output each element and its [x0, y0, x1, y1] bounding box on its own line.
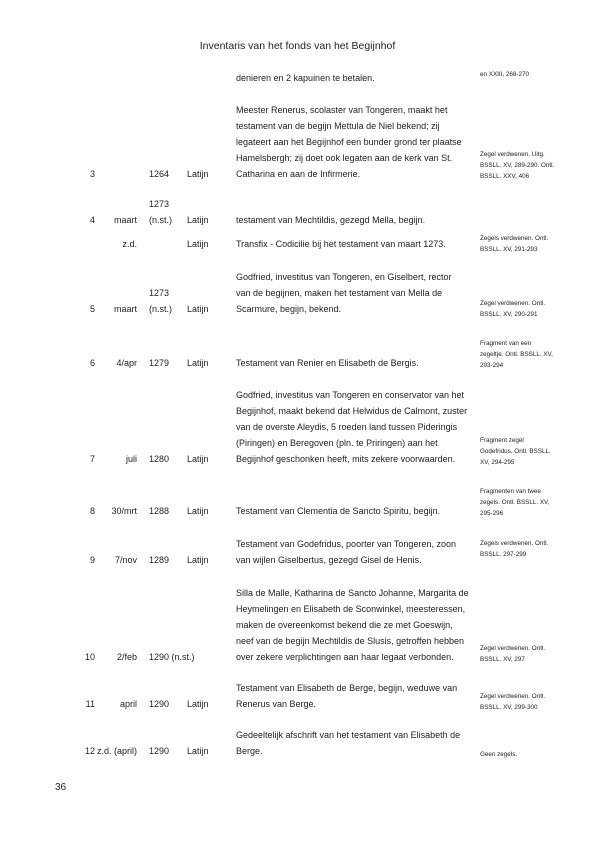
note-line: Zegel verdwenen. Uitg.: [480, 151, 545, 158]
entry-number: 8: [89, 506, 95, 516]
entry-date: 2/feb: [116, 652, 137, 662]
description-line: Hamelsbergh; zij doet ook legaten aan de kerk van St.: [236, 153, 453, 163]
note-line: BSSLL. XV, 291-293: [480, 246, 538, 253]
note-line: en XXIII, 268-270: [480, 71, 530, 78]
note-line: BSSLL. 297-299: [480, 551, 527, 558]
entry-date: juli: [125, 454, 137, 464]
note-line: BSSLL. XV, 297: [480, 656, 525, 663]
entry-date: z.d. (april): [96, 746, 137, 756]
note-line: Fragment van een: [480, 340, 532, 347]
entry-date: 7/nov: [114, 555, 137, 565]
entry-date: april: [119, 699, 137, 709]
entry-year: 1280: [149, 454, 170, 464]
page-title: Inventaris van het fonds van het Begijnhof: [199, 40, 396, 52]
entry-year: 1290: [149, 746, 170, 756]
entry-number: 3: [89, 169, 95, 179]
entry-number: 6: [89, 358, 95, 368]
note-line: Zegel verdwenen. Ontl.: [480, 645, 546, 652]
entry-year: 1290 (n.st.): [149, 652, 195, 662]
entry-language: Latijn: [187, 304, 209, 314]
entry-number: 9: [89, 555, 95, 565]
description-line: Silla de Malle, Katharina de Sancto Johanne, Margarita de: [236, 588, 469, 598]
description-line: maken de overeenkomst bekend die ze met Goeswijn,: [236, 620, 453, 630]
entry-year: 1273 (n.st.): [149, 199, 173, 225]
entry-year: 1290: [149, 699, 170, 709]
entry-language: Latijn: [187, 239, 209, 249]
entry-number: 12: [84, 746, 95, 756]
description-line: Gedeeltelijk afschrift van het testament van Elisabeth de: [236, 730, 461, 740]
entry-year: 1288: [149, 506, 170, 516]
note-line: BSSLL. XV, 289-290. Ontl.: [480, 162, 555, 169]
note-line: Zegel verdwenen. Ontl.: [480, 300, 546, 307]
description-line: van de overste Aleydis, 5 roeden land tussen Pideringis: [236, 422, 458, 432]
note-line: 293-294: [480, 362, 504, 369]
description-line: van wijlen Giselbertus, gezegd Gisel de Henis.: [236, 555, 422, 565]
entry-date: maart: [113, 215, 137, 225]
description-line: Scarmure, begijn, bekend.: [236, 304, 342, 314]
description-line: Begijnhof geschonken heeft, mits zekere voorwaarden.: [236, 454, 456, 464]
note-line: BSSLL. XV, 290-291: [480, 311, 538, 318]
description-line: Meester Renerus, scolaster van Tongeren, maakt het: [236, 105, 448, 115]
description-line: Testament van Elisabeth de Berge, begijn, weduwe van: [236, 683, 458, 693]
description-line: Catharina en aan de Infirmerie.: [236, 169, 361, 179]
entry-note: [480, 749, 570, 760]
description-line: testament van Mechtildis, gezegd Mella, begijn.: [236, 215, 426, 225]
entry-language: Latijn: [187, 358, 209, 368]
page-number: 36: [55, 782, 67, 793]
description-line: Berge.: [236, 746, 263, 756]
description-line: Transfix - Codicilie bij het testament van maart 1273.: [236, 239, 446, 249]
note-line: XV, 294-295: [480, 459, 515, 466]
description-line: Godfried, investitus van Tongeren, en Giselbert, rector: [236, 272, 452, 282]
entry-year: 1289: [149, 555, 170, 565]
description-line: (Piringen) en Beregoven (pln. te Priringen) aan het: [236, 438, 438, 448]
note-line: Zegel verdwenen. Ontl.: [480, 693, 546, 700]
note-line: BSSLL. XV, 299-300: [480, 704, 538, 711]
entry-number: 5: [89, 304, 95, 314]
note-line: Fragment zegel: [480, 437, 524, 444]
note-line: zegeltje. Ontl. BSSLL. XV,: [480, 351, 553, 358]
entry-year: 1279: [149, 358, 170, 368]
entry-language: Latijn: [187, 555, 209, 565]
entry-year: 1264: [149, 169, 170, 179]
entry-language: Latijn: [187, 454, 209, 464]
entry-date: maart: [113, 304, 137, 314]
note-line: Zegels verdwenen. Ontl.: [480, 540, 549, 547]
entry-number: 4: [89, 215, 95, 225]
entry-language: Latijn: [187, 215, 209, 225]
description-line: Godfried, investitus van Tongeren en conservator van het: [236, 390, 464, 400]
entry-number: 11: [85, 699, 95, 709]
description-line: Testament van Renier en Elisabeth de Bergis.: [236, 358, 419, 368]
description-line: Heymelingen en Elisabeth de Sconwinkel, meesteressen,: [236, 604, 466, 614]
note-line: 295-296: [480, 510, 504, 517]
entry-number: 10: [84, 652, 95, 662]
note-line: Zegels verdwenen. Ontl.: [480, 235, 549, 242]
description-line: over zekere verplichtingen aan haar legaat verbonden.: [236, 652, 454, 662]
entry-year: 1273 (n.st.): [149, 288, 173, 314]
note-line: Fragmenten van twee: [480, 488, 541, 495]
entry-language: Latijn: [187, 169, 209, 179]
note-line: BSSLL. XXV, 406: [480, 173, 530, 180]
description-line: Testament van Clementia de Sancto Spiritu, begijn.: [236, 506, 441, 516]
description-line: Renerus van Berge.: [236, 699, 317, 709]
entry-date: 4/apr: [116, 358, 137, 368]
description-line: Testament van Godefridus, poorter van Tongeren, zoon: [236, 539, 456, 549]
entry-date: 30/mrt: [111, 506, 137, 516]
entry-language: Latijn: [187, 506, 209, 516]
note-line: zegels. Ontl. BSSLL. XV,: [480, 499, 550, 506]
entry-language: Latijn: [187, 746, 209, 756]
description-line: neef van de begijn Mechtildis de Slusis, getroffen hebben: [236, 636, 464, 646]
description-line: van de begijnen, maken het testament van Mella de: [236, 288, 443, 298]
description-line: denieren en 2 kapuinen te betalen.: [236, 73, 375, 83]
description-line: testament van de begijn Mettula de Niel bekend; zij: [236, 121, 440, 131]
note-line: Godefridus. Ontl. BSSLL.: [480, 448, 551, 455]
note-line: Geen zegels.: [480, 751, 518, 758]
description-line: legateert aan het Begijnhof een bunder grond ter plaatse: [236, 137, 462, 147]
entry-language: Latijn: [187, 699, 209, 709]
description-line: Begijnhof, maakt bekend dat Helwidus de Calmont, zuster: [236, 406, 468, 416]
entry-number: 7: [89, 454, 95, 464]
entry-date: z.d.: [122, 239, 137, 249]
